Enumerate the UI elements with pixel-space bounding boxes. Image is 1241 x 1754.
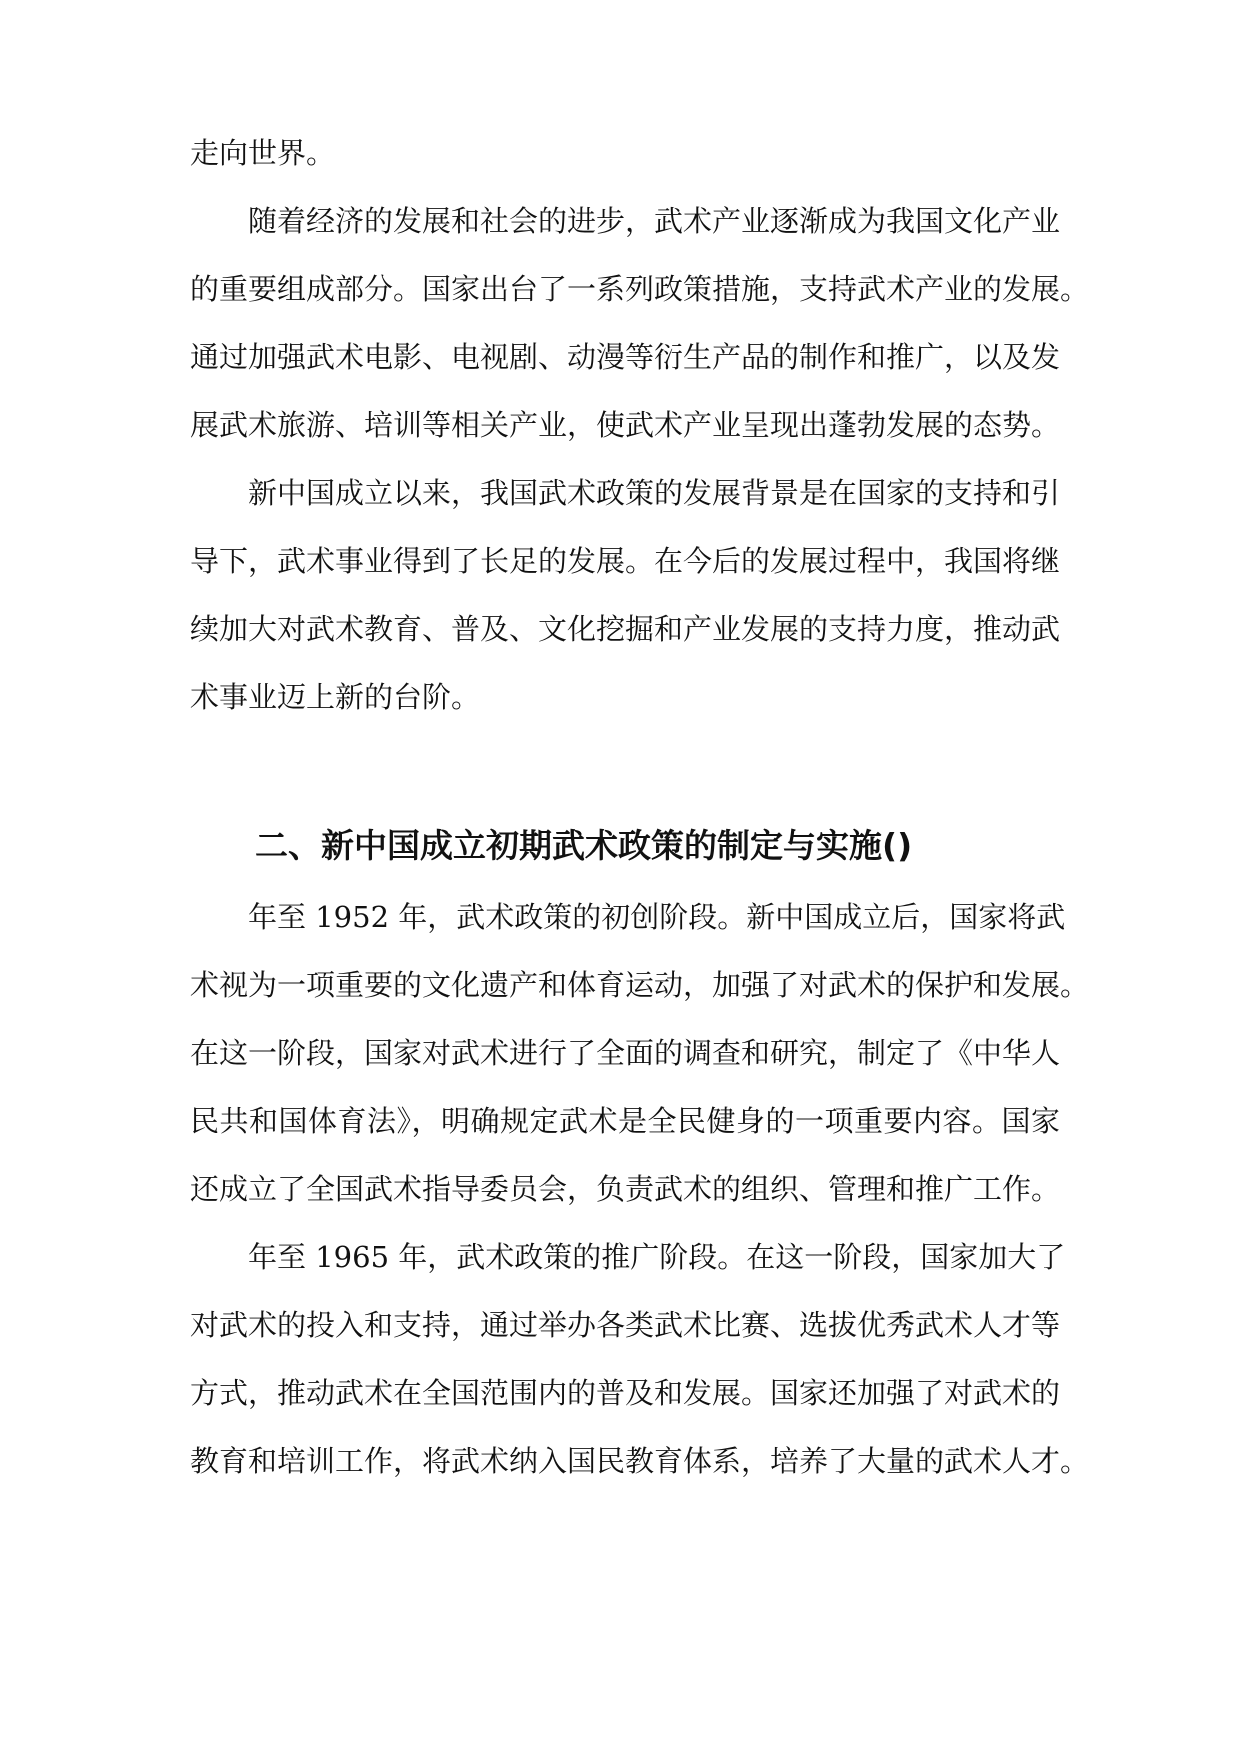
- paragraph-line: 民共和国体育法》，明确规定武术是全民健身的一项重要内容。国家: [190, 1104, 1060, 1138]
- paragraph-line: 展武术旅游、培训等相关产业，使武术产业呈现出蓬勃发展的态势。: [190, 408, 1061, 442]
- paragraph-line: 在这一阶段，国家对武术进行了全面的调查和研究，制定了《中华人: [190, 1036, 1061, 1070]
- section-heading: 二、新中国成立初期武术政策的制定与实施(): [255, 826, 913, 865]
- paragraph-line: 的重要组成部分。国家出台了一系列政策措施，支持武术产业的发展。: [190, 272, 1090, 306]
- paragraph-line: 续加大对武术教育、普及、文化挖掘和产业发展的支持力度，推动武: [190, 612, 1061, 646]
- paragraph-line: 术视为一项重要的文化遗产和体育运动，加强了对武术的保护和发展。: [190, 968, 1090, 1002]
- paragraph-line: 方式，推动武术在全国范围内的普及和发展。国家还加强了对武术的: [190, 1376, 1061, 1410]
- paragraph-line: 导下，武术事业得到了长足的发展。在今后的发展过程中，我国将继: [190, 544, 1061, 578]
- paragraph-line: 对武术的投入和支持，通过举办各类武术比赛、选拔优秀武术人才等: [190, 1308, 1061, 1342]
- paragraph-line: 年至 1952 年，武术政策的初创阶段。新中国成立后，国家将武: [248, 900, 1066, 934]
- paragraph-line: 新中国成立以来，我国武术政策的发展背景是在国家的支持和引: [248, 476, 1061, 510]
- paragraph-line: 走向世界。: [190, 136, 336, 170]
- paragraph-line: 教育和培训工作，将武术纳入国民教育体系，培养了大量的武术人才。: [190, 1444, 1090, 1478]
- paragraph-line: 年至 1965 年，武术政策的推广阶段。在这一阶段，国家加大了: [248, 1240, 1066, 1274]
- paragraph-line: 通过加强武术电影、电视剧、动漫等衍生产品的制作和推广，以及发: [190, 340, 1061, 374]
- paragraph-line: 术事业迈上新的台阶。: [190, 680, 481, 714]
- paragraph-line: 随着经济的发展和社会的进步，武术产业逐渐成为我国文化产业: [248, 204, 1061, 238]
- paragraph-line: 还成立了全国武术指导委员会，负责武术的组织、管理和推广工作。: [190, 1172, 1061, 1206]
